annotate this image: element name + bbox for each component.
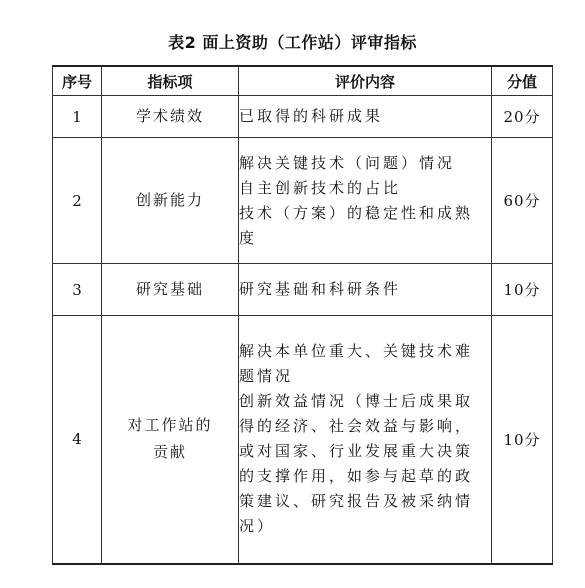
content-line: 得的经济、社会效益与影响， — [239, 417, 474, 436]
indicator-name — [102, 264, 239, 316]
content-line: 自主创新技术的占比 — [239, 178, 402, 197]
row-number: 3 — [53, 264, 102, 316]
header-serial-number: 序号 — [53, 66, 102, 96]
table-title: 表2 面上资助（工作站）评审指标 — [168, 33, 417, 52]
evaluation-content — [239, 264, 492, 316]
content-line: 度 — [239, 228, 258, 247]
indicator-name-line: 对工作站的 — [127, 416, 213, 435]
content-line: 题情况 — [239, 367, 294, 386]
evaluation-content — [239, 138, 492, 264]
indicator-name-line: 贡献 — [152, 443, 187, 462]
evaluation-criteria-table — [52, 65, 553, 565]
evaluation-content — [239, 316, 492, 564]
content-line: 或对国家、行业发展重大决策 — [239, 442, 474, 461]
score-value: 60分 — [492, 138, 553, 264]
indicator-name — [102, 96, 239, 138]
header-indicator: 指标项 — [102, 66, 239, 96]
content-line: 策建议、研究报告及被采纳情 — [239, 492, 474, 511]
table-row — [53, 138, 553, 264]
row-number: 1 — [53, 96, 102, 138]
score-value: 20分 — [492, 96, 553, 138]
evaluation-content — [239, 96, 492, 138]
indicator-name-line: 学术绩效 — [135, 107, 204, 125]
table-row — [53, 96, 553, 138]
header-row — [53, 66, 553, 96]
content-line: 解决关键技术（问题）情况 — [239, 153, 456, 172]
score-value: 10分 — [492, 264, 553, 316]
content-line: 的支撑作用，如参与起草的政 — [239, 467, 474, 486]
indicator-name-line: 创新能力 — [135, 191, 204, 209]
row-number: 2 — [53, 138, 102, 264]
row-number: 4 — [53, 316, 102, 564]
score-value: 10分 — [492, 316, 553, 564]
content-line: 已取得的科研成果 — [239, 107, 384, 125]
table-row — [53, 316, 553, 564]
content-line: 创新效益情况（博士后成果取 — [239, 392, 474, 411]
content-line: 况） — [239, 517, 276, 536]
indicator-name — [102, 138, 239, 264]
content-line: 解决本单位重大、关键技术难 — [239, 342, 474, 361]
header-evaluation-content: 评价内容 — [239, 66, 492, 96]
table-row — [53, 264, 553, 316]
indicator-name — [102, 316, 239, 564]
content-line: 研究基础和科研条件 — [239, 280, 402, 298]
header-score: 分值 — [492, 66, 553, 96]
content-line: 技术（方案）的稳定性和成熟 — [239, 203, 474, 222]
indicator-name-line: 研究基础 — [135, 280, 204, 298]
